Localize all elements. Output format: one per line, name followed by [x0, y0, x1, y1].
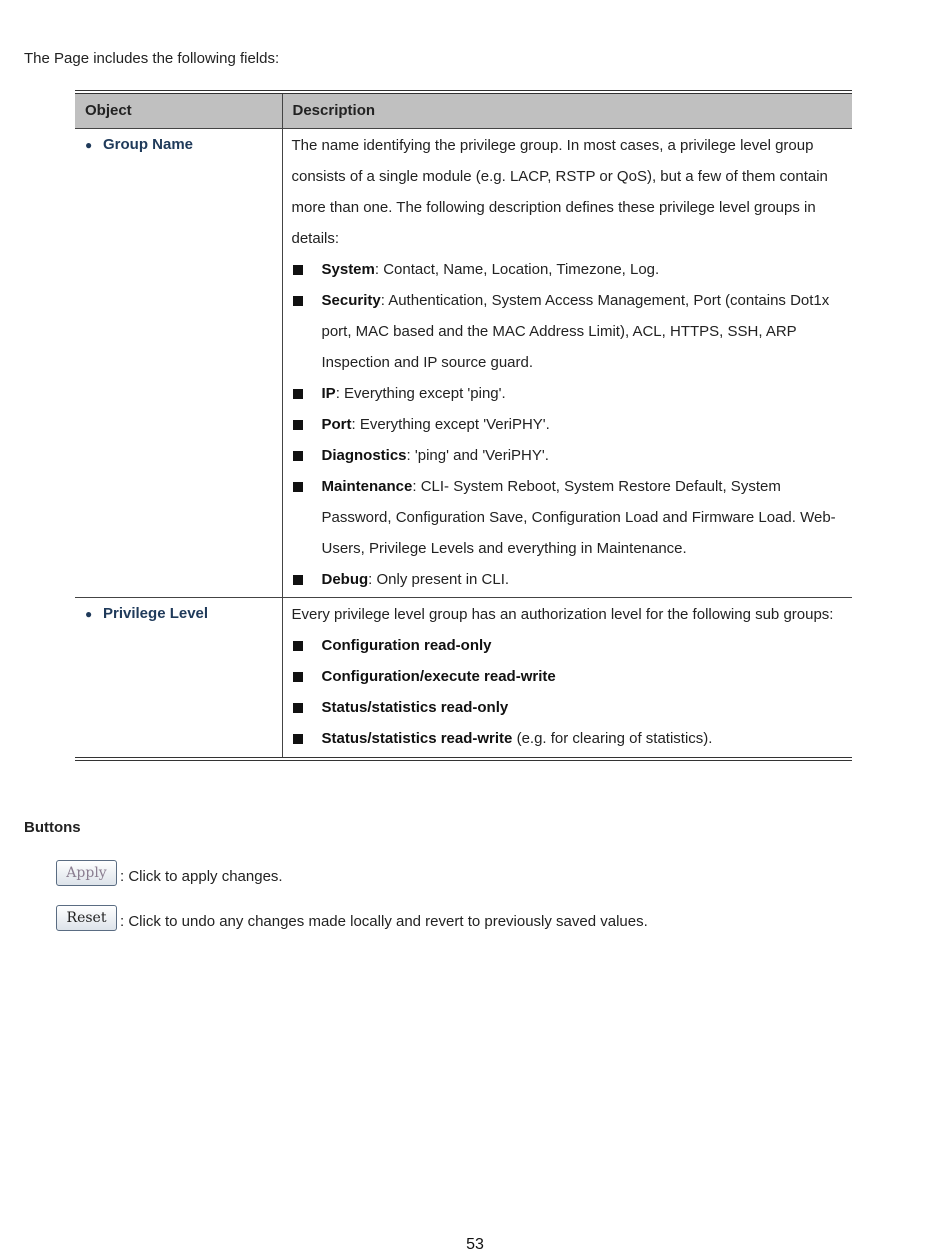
reset-description: : Click to undo any changes made locally and revert to previously saved values. — [120, 913, 648, 930]
square-bullet-icon — [293, 672, 303, 682]
header-object: Object — [75, 94, 282, 128]
object-privilege-level: ● Privilege Level — [85, 604, 209, 622]
description-paragraph: The name identifying the privilege group. In most cases, a privilege level group consists of a single module (e.g. LACP, RSTP or QoS), but a few of them contain more than one. The following description defines these privilege level groups in details: — [291, 136, 828, 247]
description-paragraph: Every privilege level group has an authorization level for the following sub groups: — [291, 605, 834, 623]
square-bullet-icon — [293, 389, 303, 399]
square-bullet-icon — [293, 703, 303, 713]
list-item: IP: Everything except 'ping'. — [283, 378, 853, 409]
square-bullet-icon — [293, 420, 303, 430]
list-item: Status/statistics read-write (e.g. for clearing of statistics). — [283, 723, 853, 754]
apply-button[interactable]: Apply — [56, 860, 117, 886]
apply-description: : Click to apply changes. — [120, 868, 283, 885]
apply-row — [56, 860, 283, 886]
list-item: Status/statistics read-only — [283, 692, 853, 723]
square-bullet-icon — [293, 296, 303, 306]
bullet-icon: ● — [85, 606, 93, 621]
header-description: Description — [282, 94, 852, 128]
reset-row — [56, 905, 648, 931]
fields-table — [75, 90, 852, 761]
list-item: Configuration/execute read-write — [283, 661, 853, 692]
table-row — [75, 128, 852, 597]
list-item: Maintenance: CLI- System Reboot, System Restore Default, System Password, Configuration Save, Configuration Load and Firmware Load. Web- Users, Privilege Levels and everything in Maintenance. — [283, 471, 853, 564]
intro-text: The Page includes the following fields: — [24, 50, 280, 67]
table-header-row — [75, 94, 852, 128]
square-bullet-icon — [293, 265, 303, 275]
reset-button[interactable]: Reset — [56, 905, 117, 931]
buttons-heading: Buttons — [24, 819, 81, 836]
list-item: Security: Authentication, System Access Management, Port (contains Dot1x port, MAC based and the MAC Address Limit), ACL, HTTPS, SSH, ARP Inspection and IP source guard. — [283, 285, 853, 378]
table-row — [75, 597, 852, 757]
list-item: System: Contact, Name, Location, Timezone, Log. — [283, 254, 853, 285]
list-item: Debug: Only present in CLI. — [283, 564, 853, 595]
square-bullet-icon — [293, 482, 303, 492]
square-bullet-icon — [293, 641, 303, 651]
square-bullet-icon — [293, 734, 303, 744]
list-item: Configuration read-only — [283, 630, 853, 661]
object-group-name: ● Group Name — [85, 135, 194, 153]
square-bullet-icon — [293, 575, 303, 585]
page-number: 53 — [466, 1236, 484, 1253]
bullet-icon: ● — [85, 137, 93, 152]
list-item: Diagnostics: 'ping' and 'VeriPHY'. — [283, 440, 853, 471]
list-item: Port: Everything except 'VeriPHY'. — [283, 409, 853, 440]
square-bullet-icon — [293, 451, 303, 461]
